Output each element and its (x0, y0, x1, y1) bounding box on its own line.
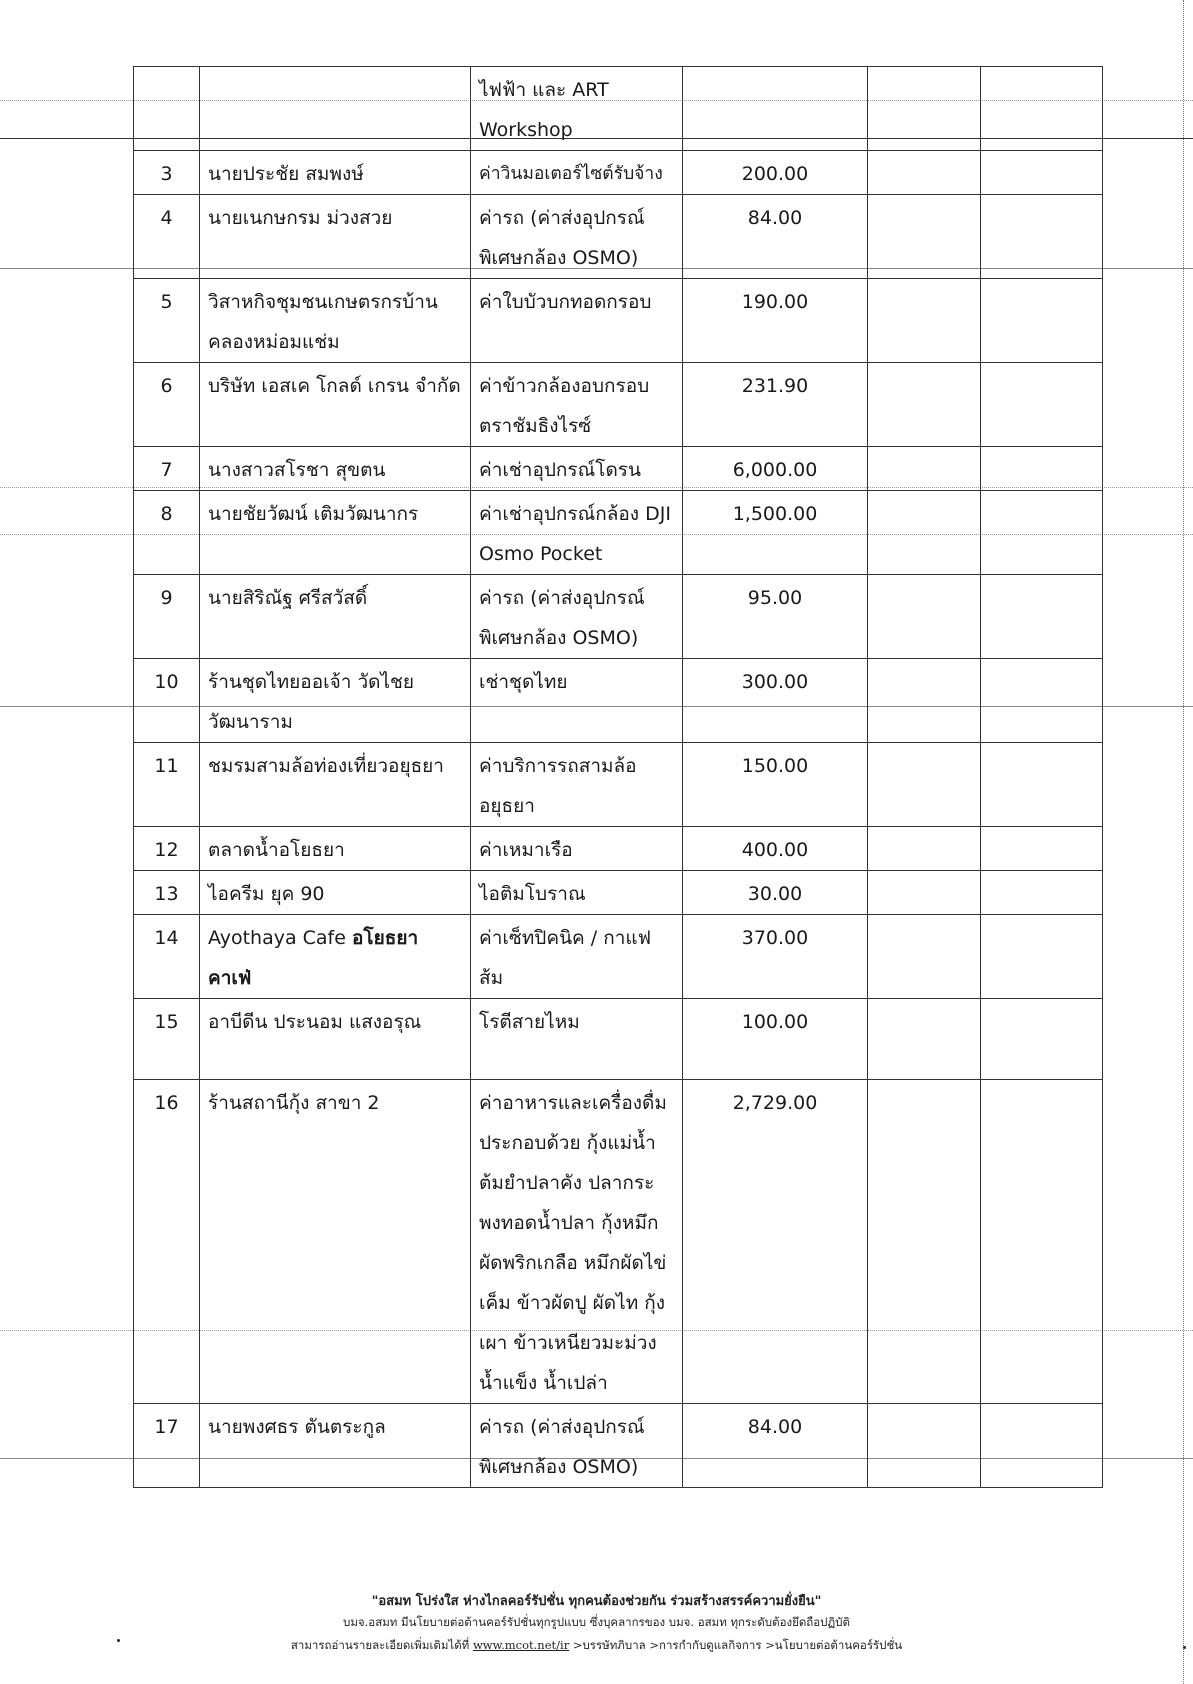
empty-cell (868, 871, 981, 915)
payee-name (200, 915, 471, 999)
payee-name: นางสาวสโรชา สุขตน (200, 447, 471, 491)
empty-cell (981, 659, 1103, 743)
amount: 84.00 (683, 195, 868, 279)
empty-cell (868, 67, 981, 151)
payee-name: อาบีดีน ประนอม แสงอรุณ (200, 999, 471, 1080)
empty-cell (981, 999, 1103, 1080)
empty-cell (981, 915, 1103, 999)
empty-cell (981, 67, 1103, 151)
row-number: 12 (134, 827, 200, 871)
table-row (134, 871, 1103, 915)
empty-cell (868, 279, 981, 363)
table-row (134, 827, 1103, 871)
row-number: 5 (134, 279, 200, 363)
payee-name: นายพงศธร ตันตระกูล (200, 1404, 471, 1488)
payee-name-latin: Ayothaya Cafe (208, 927, 352, 949)
row-number: 4 (134, 195, 200, 279)
table-row (134, 659, 1103, 743)
empty-cell (868, 195, 981, 279)
row-number: 3 (134, 151, 200, 195)
payee-name: วิสาหกิจชุมชนเกษตรกรบ้านคลองหม่อมแช่ม (200, 279, 471, 363)
payee-name-thai: อโยธยา คาเฟ่ (208, 927, 419, 989)
item-description: โรตีสายไหม (471, 999, 683, 1080)
row-number: 9 (134, 575, 200, 659)
empty-cell (981, 827, 1103, 871)
footer-link[interactable]: www.mcot.net/ir (472, 1638, 570, 1652)
empty-cell (981, 871, 1103, 915)
item-description: ค่าเช่าอุปกรณ์โดรน (471, 447, 683, 491)
item-description: ไอติมโบราณ (471, 871, 683, 915)
row-number: 7 (134, 447, 200, 491)
payee-name: ร้านสถานีกุ้ง สาขา 2 (200, 1080, 471, 1404)
item-description: ค่ารถ (ค่าส่งอุปกรณ์พิเศษกล้อง OSMO) (471, 195, 683, 279)
row-number (134, 67, 200, 151)
item-description: ค่าเซ็ทปิคนิค / กาแฟส้ม (471, 915, 683, 999)
table-row (134, 491, 1103, 575)
amount: 30.00 (683, 871, 868, 915)
amount: 1,500.00 (683, 491, 868, 575)
footer-more-info-prefix: สามารถอ่านรายละเอียดเพิ่มเติมได้ที่ (290, 1638, 473, 1652)
item-description: ค่ารถ (ค่าส่งอุปกรณ์พิเศษกล้อง OSMO) (471, 575, 683, 659)
footer-slogan: "อสมท โปร่งใส ห่างไกลคอร์รัปชั่น ทุกคนต้องช่วยกัน ร่วมสร้างสรรค์ความยั่งยืน" (371, 1594, 822, 1609)
row-number: 11 (134, 743, 200, 827)
row-number: 17 (134, 1404, 200, 1488)
empty-cell (868, 1404, 981, 1488)
empty-cell (868, 743, 981, 827)
item-description: ค่ารถ (ค่าส่งอุปกรณ์พิเศษกล้อง OSMO) (471, 1404, 683, 1488)
table-row (134, 279, 1103, 363)
row-number: 15 (134, 999, 200, 1080)
table-row (134, 999, 1103, 1080)
amount: 150.00 (683, 743, 868, 827)
empty-cell (981, 195, 1103, 279)
empty-cell (981, 447, 1103, 491)
amount: 6,000.00 (683, 447, 868, 491)
empty-cell (868, 659, 981, 743)
empty-cell (981, 363, 1103, 447)
table-row (134, 1404, 1103, 1488)
footer-policy: บมจ.อสมท มีนโยบายต่อต้านคอร์รัปชั่นทุกรูปแบบ ซึ่งบุคลากรของ บมจ. อสมท ทุกระดับต้องยึดถือปฏิบัติ (343, 1615, 850, 1629)
empty-cell (868, 575, 981, 659)
row-number: 16 (134, 1080, 200, 1404)
amount: 84.00 (683, 1404, 868, 1488)
table-row (134, 915, 1103, 999)
payee-name: นายชัยวัฒน์ เติมวัฒนากร (200, 491, 471, 575)
item-description: เช่าชุดไทย (471, 659, 683, 743)
empty-cell (868, 1080, 981, 1404)
empty-cell (868, 447, 981, 491)
row-number: 10 (134, 659, 200, 743)
row-number: 14 (134, 915, 200, 999)
payee-name: นายสิริณัฐ ศรีสวัสดิ์ (200, 575, 471, 659)
table-row (134, 195, 1103, 279)
amount: 2,729.00 (683, 1080, 868, 1404)
empty-cell (868, 999, 981, 1080)
payee-name: ไอครีม ยุค 90 (200, 871, 471, 915)
item-description: ค่าเช่าอุปกรณ์กล้อง DJI Osmo Pocket (471, 491, 683, 575)
empty-cell (868, 827, 981, 871)
empty-cell (981, 151, 1103, 195)
payee-name: ตลาดน้ำอโยธยา (200, 827, 471, 871)
empty-cell (868, 491, 981, 575)
payee-name (200, 67, 471, 151)
amount (683, 67, 868, 151)
amount: 100.00 (683, 999, 868, 1080)
table-row (134, 743, 1103, 827)
item-description: ไฟฟ้า และ ART Workshop (471, 67, 683, 151)
item-description: ค่าใบบัวบกทอดกรอบ (471, 279, 683, 363)
amount: 231.90 (683, 363, 868, 447)
payee-name: นายเนกษกรม ม่วงสวย (200, 195, 471, 279)
empty-cell (981, 1404, 1103, 1488)
amount: 300.00 (683, 659, 868, 743)
payee-name: ชมรมสามล้อท่องเที่ยวอยุธยา (200, 743, 471, 827)
empty-cell (868, 363, 981, 447)
row-number: 6 (134, 363, 200, 447)
amount: 200.00 (683, 151, 868, 195)
empty-cell (868, 915, 981, 999)
empty-cell (981, 491, 1103, 575)
payee-name: บริษัท เอสเค โกลด์ เกรน จำกัด (200, 363, 471, 447)
footer-more-info-path: >บรรษัทภิบาล >การกำกับดูแลกิจการ >นโยบายต่อต้านคอร์รัปชั่น (569, 1638, 903, 1652)
empty-cell (868, 151, 981, 195)
empty-cell (981, 1080, 1103, 1404)
empty-cell (981, 575, 1103, 659)
table-row (134, 447, 1103, 491)
item-description: ค่าข้าวกล้องอบกรอบตราชัมธิงไรซ์ (471, 363, 683, 447)
table-row (134, 67, 1103, 151)
row-number: 8 (134, 491, 200, 575)
footer-more-info (0, 1637, 1193, 1655)
payee-name: นายประชัย สมพงษ์ (200, 151, 471, 195)
row-number: 13 (134, 871, 200, 915)
empty-cell (981, 743, 1103, 827)
amount: 95.00 (683, 575, 868, 659)
item-description: ค่าวินมอเตอร์ไซต์รับจ้าง (471, 151, 683, 195)
table-row (134, 575, 1103, 659)
payee-name: ร้านชุดไทยออเจ้า วัดไชยวัฒนาราม (200, 659, 471, 743)
amount: 370.00 (683, 915, 868, 999)
payment-table (133, 66, 1103, 1488)
item-description: ค่าบริการรถสามล้ออยุธยา (471, 743, 683, 827)
table-row (134, 151, 1103, 195)
scan-edge-line (1183, 0, 1185, 1684)
amount: 190.00 (683, 279, 868, 363)
table-row (134, 1080, 1103, 1404)
item-description: ค่าเหมาเรือ (471, 827, 683, 871)
table-row (134, 363, 1103, 447)
item-description: ค่าอาหารและเครื่องดื่มประกอบด้วย กุ้งแม่น้ำต้มยำปลาคัง ปลากระพงทอดน้ำปลา กุ้งหมึก ผัดพริกเกลือ หมึกผัดไข่เค็ม ข้าวผัดปู ผัดไท กุ้งเผา ข้าวเหนียวมะม่วง น้ำแข็ง น้ำเปล่า (471, 1080, 683, 1404)
amount: 400.00 (683, 827, 868, 871)
empty-cell (981, 279, 1103, 363)
